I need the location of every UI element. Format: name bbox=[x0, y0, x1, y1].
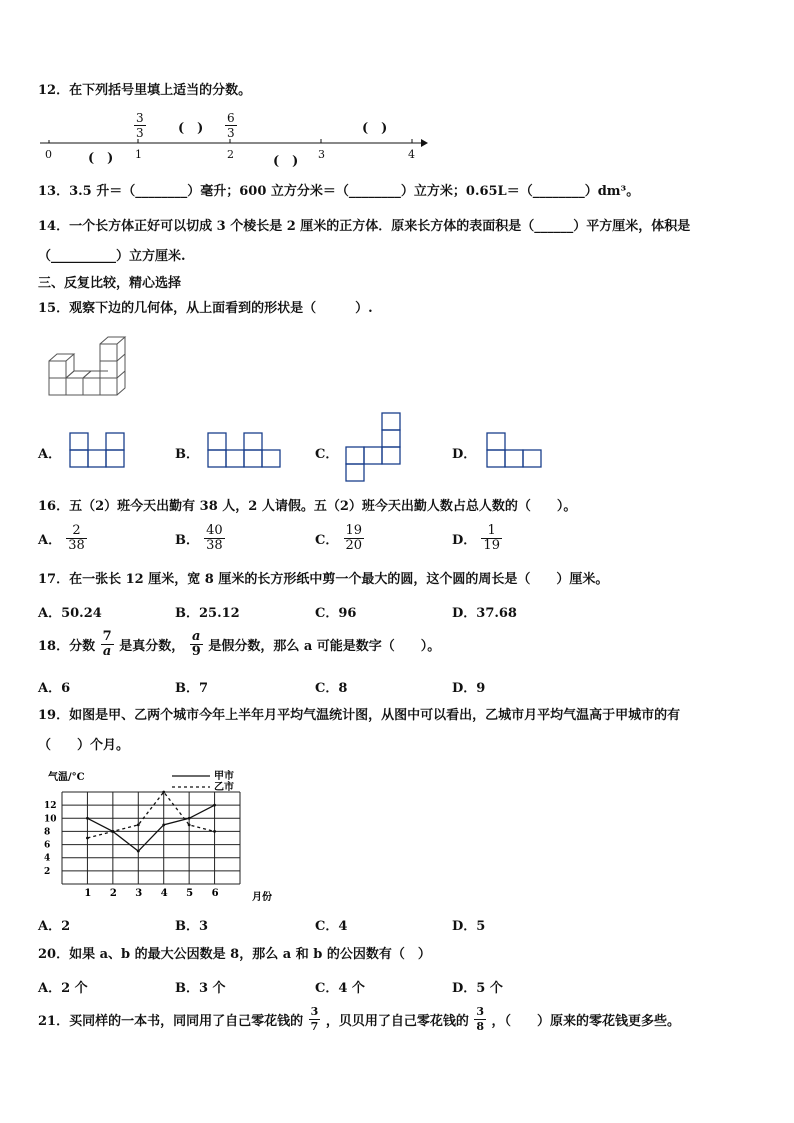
y-tick-label: 8 bbox=[44, 827, 51, 838]
option-c-label[interactable]: C． bbox=[315, 447, 339, 462]
question-20: 20．如果 a、b 的最大公因数是 8，那么 a 和 b 的公因数有（ ） bbox=[38, 947, 431, 962]
question-19-line-2: （ ）个月。 bbox=[38, 738, 130, 753]
question-16: 16．五（2）班今天出勤有 38 人，2 人请假。五（2）班今天出勤人数占总人数的（ ）。 bbox=[38, 499, 577, 514]
q19-option-a[interactable]: A．2 bbox=[38, 919, 71, 934]
q16-option-b[interactable]: B． $\frac{40}{38}$ bbox=[175, 523, 223, 553]
q18-option-c[interactable]: C．8 bbox=[315, 681, 348, 696]
cube-solid-figure bbox=[44, 336, 144, 402]
tick-1: 1 bbox=[135, 148, 142, 161]
question-14-line-1: 14．一个长方体正好可以切成 3 个棱长是 2 厘米的正方体．原来长方体的表面积是（______）平方厘米，体积是 bbox=[38, 219, 691, 234]
section-title: 三、反复比较，精心选择 bbox=[38, 276, 182, 291]
data-point bbox=[162, 791, 165, 794]
question-15: 15．观察下边的几何体，从上面看到的形状是（ ）. bbox=[38, 301, 373, 316]
y-axis-label: 气温/°C bbox=[48, 772, 85, 783]
x-tick-label: 6 bbox=[211, 888, 219, 899]
blank-above-1[interactable]: ( ) bbox=[178, 121, 204, 136]
x-tick-label: 5 bbox=[186, 888, 194, 899]
x-tick-label: 3 bbox=[135, 888, 143, 899]
data-point bbox=[188, 817, 191, 820]
q19-option-b[interactable]: B．3 bbox=[175, 919, 209, 934]
q17-option-d[interactable]: D．37.68 bbox=[452, 606, 517, 621]
q17-option-a[interactable]: A．50.24 bbox=[38, 606, 102, 621]
q19-option-d[interactable]: D．5 bbox=[452, 919, 486, 934]
q18-option-b[interactable]: B．7 bbox=[175, 681, 209, 696]
q20-option-c[interactable]: C．4 个 bbox=[315, 981, 365, 996]
question-19-line-1: 19．如图是甲、乙两个城市今年上半年月平均气温统计图，从图中可以看出，乙城市月平均气温高于甲城市的有 bbox=[38, 708, 681, 723]
blank-above-2[interactable]: ( ) bbox=[362, 121, 388, 136]
y-tick-label: 2 bbox=[44, 866, 51, 877]
temperature-line-chart bbox=[40, 768, 290, 908]
q18-option-a[interactable]: A．6 bbox=[38, 681, 71, 696]
option-d-label[interactable]: D． bbox=[452, 447, 477, 462]
x-tick-label: 4 bbox=[160, 888, 168, 899]
data-point bbox=[137, 823, 140, 826]
tick-4: 4 bbox=[408, 148, 415, 161]
y-tick-label: 10 bbox=[44, 814, 57, 825]
x-axis-label: 月份 bbox=[252, 892, 272, 903]
tick-0: 0 bbox=[45, 148, 52, 161]
option-c-shape[interactable] bbox=[345, 412, 403, 484]
blank-below-2[interactable]: ( ) bbox=[273, 154, 299, 169]
tick-2: 2 bbox=[227, 148, 234, 161]
q16-option-a[interactable]: A． $\frac{2}{38}$ bbox=[38, 523, 85, 553]
q16-option-c[interactable]: C． $\frac{19}{20}$ bbox=[315, 523, 363, 553]
q20-option-d[interactable]: D．5 个 bbox=[452, 981, 503, 996]
tick-3: 3 bbox=[318, 148, 325, 161]
y-tick-label: 6 bbox=[44, 840, 51, 851]
legend-label-yi: 乙市 bbox=[214, 782, 234, 793]
blank-below-1[interactable]: ( ) bbox=[88, 151, 114, 166]
q17-option-b[interactable]: B．25.12 bbox=[175, 606, 240, 621]
q17-option-c[interactable]: C．96 bbox=[315, 606, 357, 621]
question-17: 17．在一张长 12 厘米，宽 8 厘米的长方形纸中剪一个最大的圆，这个圆的周长是（ ）厘米。 bbox=[38, 572, 609, 587]
fraction-3-3: $\frac{3}{3}$ bbox=[136, 111, 144, 140]
q16-option-d[interactable]: D． $\frac{1}{19}$ bbox=[452, 523, 500, 553]
legend-label-jia: 甲市 bbox=[214, 771, 234, 782]
question-12: 12．在下列括号里填上适当的分数。 bbox=[38, 83, 252, 98]
q18-option-d[interactable]: D．9 bbox=[452, 681, 486, 696]
question-18: 18．分数 $\frac{7}{a}$ 是真分数， $\frac{a}{9}$ 是假分数，那么 a 可能是数字（ ）。 bbox=[38, 629, 441, 659]
data-point bbox=[162, 823, 165, 826]
data-point bbox=[111, 830, 114, 833]
question-13: 13．3.5 升＝（________）毫升；600 立方分米＝（________）立方米；0.65L＝（________）dm³。 bbox=[38, 184, 640, 199]
option-a-label[interactable]: A． bbox=[38, 447, 62, 462]
y-tick-label: 4 bbox=[44, 853, 51, 864]
fraction-6-3: $\frac{6}{3}$ bbox=[227, 111, 235, 140]
option-b-shape[interactable] bbox=[207, 432, 283, 470]
option-b-label[interactable]: B． bbox=[175, 447, 199, 462]
option-d-shape[interactable] bbox=[486, 432, 544, 470]
q19-option-c[interactable]: C．4 bbox=[315, 919, 348, 934]
x-tick-label: 2 bbox=[109, 888, 117, 899]
x-tick-label: 1 bbox=[84, 888, 92, 899]
y-tick-label: 12 bbox=[44, 801, 57, 812]
data-point bbox=[86, 817, 89, 820]
data-point bbox=[137, 850, 140, 853]
data-point bbox=[86, 837, 89, 840]
data-point bbox=[188, 823, 191, 826]
data-point bbox=[213, 830, 216, 833]
q20-option-b[interactable]: B．3 个 bbox=[175, 981, 226, 996]
option-a-shape[interactable] bbox=[69, 432, 127, 470]
question-21: 21．买同样的一本书，同同用了自己零花钱的 $\frac{3}{7}$ ，贝贝用了自己零花钱的 $\frac{3}{8}$ ，（ ）原来的零花钱更多些。 bbox=[38, 1005, 681, 1033]
q20-option-a[interactable]: A．2 个 bbox=[38, 981, 88, 996]
question-14-line-2: （__________）立方厘米. bbox=[38, 249, 186, 264]
data-point bbox=[213, 804, 216, 807]
